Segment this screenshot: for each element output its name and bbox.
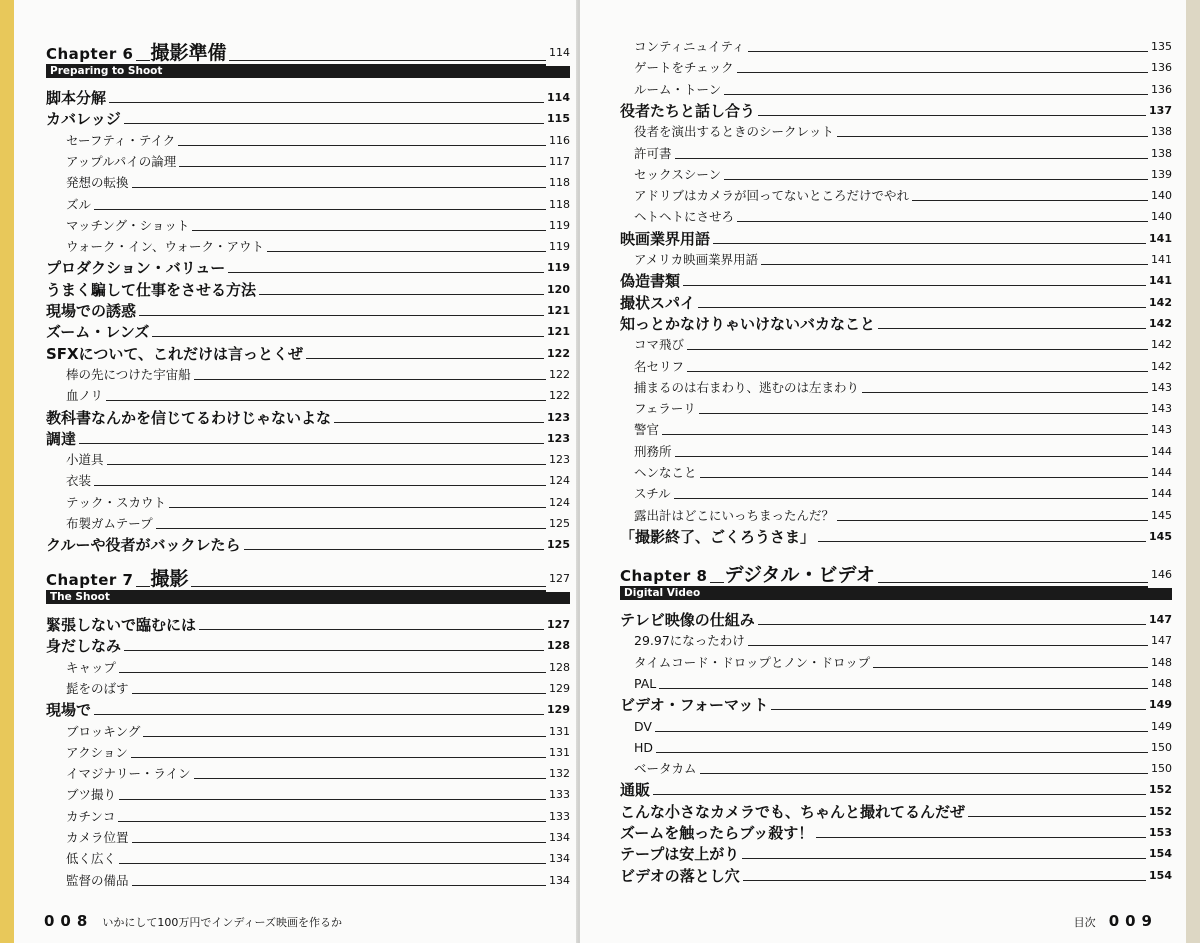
entry-title: 捕まるのは右まわり、逃むのは左まわり: [634, 380, 862, 395]
running-title: いかにして100万円でインディーズ映画を作るか: [102, 916, 342, 929]
toc-entry: [634, 653, 1172, 673]
entry-page: 131: [546, 743, 570, 763]
entry-title: セックスシーン: [634, 167, 724, 182]
entry-page: 141: [1146, 271, 1172, 291]
entry-page: 117: [546, 152, 570, 172]
entry-title: 血ノリ: [66, 388, 106, 403]
entry-page: 134: [546, 871, 570, 891]
entry-title: 撮状スパイ: [620, 294, 698, 312]
entry-title: ヘンなこと: [634, 465, 700, 480]
dot-leader: [66, 450, 570, 470]
entry-page: 119: [546, 216, 570, 236]
dot-leader: [620, 293, 1172, 313]
entry-title: カメラ位置: [66, 830, 132, 845]
toc-entry: [634, 37, 1172, 57]
entry-title: 発想の転換: [66, 175, 132, 190]
entry-title: 偽造書類: [620, 272, 683, 290]
entry-page: 125: [546, 514, 570, 534]
toc-entry: [66, 828, 570, 848]
entry-page: 141: [1146, 229, 1172, 249]
entry-page: 152: [1146, 802, 1172, 822]
entry-title: PAL: [634, 676, 659, 691]
chapter-page: 114: [546, 40, 570, 66]
entry-page: 124: [546, 471, 570, 491]
entry-title: カチンコ: [66, 809, 118, 824]
entry-title: アップルパイの論理: [66, 154, 179, 169]
chapter-heading: [620, 562, 1172, 588]
toc-entry: [66, 216, 570, 236]
dot-leader: [620, 780, 1172, 800]
entry-page: 144: [1148, 463, 1172, 483]
toc-entry: [634, 442, 1172, 462]
entry-page: 131: [546, 722, 570, 742]
entry-page: 143: [1148, 399, 1172, 419]
entry-title: タイムコード・ドロップとノン・ドロップ: [634, 655, 873, 670]
entry-page: 114: [544, 88, 570, 108]
entry-page: 145: [1146, 527, 1172, 547]
entry-page: 116: [546, 131, 570, 151]
entry-page: 123: [544, 429, 570, 449]
toc-entry: [66, 871, 570, 891]
chapter-heading: [46, 566, 570, 592]
toc-entry: [46, 636, 570, 656]
entry-title: カバレッジ: [46, 110, 124, 128]
dot-leader: [634, 463, 1172, 483]
toc-entry: [66, 764, 570, 784]
entry-title: 警官: [634, 422, 662, 437]
entry-title: 衣装: [66, 473, 94, 488]
toc-entry: [46, 322, 570, 342]
entry-page: 128: [544, 636, 570, 656]
entry-page: 142: [1146, 293, 1172, 313]
entry-title: 名セリフ: [634, 359, 687, 374]
entry-page: 139: [1148, 165, 1172, 185]
entry-page: 127: [544, 615, 570, 635]
entry-page: 148: [1148, 674, 1172, 694]
entry-page: 149: [1146, 695, 1172, 715]
entry-page: 119: [544, 258, 570, 278]
toc-entry: [634, 335, 1172, 355]
entry-title: 「撮影終了、ごくろうさま」: [620, 528, 818, 546]
toc-entry: [634, 207, 1172, 227]
entry-title: テープは安上がり: [620, 845, 742, 863]
right-footer: [1070, 910, 1158, 932]
entry-page: 128: [546, 658, 570, 678]
toc-entry: [66, 785, 570, 805]
entry-title: 刑務所: [634, 444, 675, 459]
entry-page: 125: [544, 535, 570, 555]
dot-leader: [634, 759, 1172, 779]
entry-title: 脚本分解: [46, 89, 109, 107]
toc-entry: [66, 743, 570, 763]
dot-leader: [66, 173, 570, 193]
entry-title: ヘトヘトにさせろ: [634, 209, 737, 224]
toc-entry: [66, 807, 570, 827]
toc-entry: [634, 186, 1172, 206]
dot-leader: [634, 335, 1172, 355]
entry-title: セーフティ・テイク: [66, 133, 178, 148]
toc-entry: [634, 484, 1172, 504]
entry-page: 132: [546, 764, 570, 784]
dot-leader: [634, 144, 1172, 164]
dot-leader: [634, 484, 1172, 504]
entry-title: アドリブはカメラが回ってないところだけでやれ: [634, 188, 912, 203]
entry-title: HD: [634, 740, 656, 755]
toc-entry: [46, 700, 570, 720]
toc-entry: [634, 122, 1172, 142]
entry-page: 154: [1146, 844, 1172, 864]
entry-title: 布製ガムテープ: [66, 516, 156, 531]
entry-title: 現場で: [46, 701, 94, 719]
toc-entry: [634, 165, 1172, 185]
entry-page: 122: [546, 365, 570, 385]
dot-leader: [66, 828, 570, 848]
toc-entry: [66, 131, 570, 151]
toc-entry: [66, 450, 570, 470]
entry-title: プロダクション・バリュー: [46, 259, 228, 277]
toc-entry: [46, 429, 570, 449]
entry-title: 低く広く: [66, 851, 119, 866]
entry-page: 123: [544, 408, 570, 428]
left-page: [14, 0, 576, 943]
dot-leader: [46, 636, 570, 656]
entry-title: 身だしなみ: [46, 637, 124, 655]
entry-title: ズル: [66, 197, 94, 212]
entry-page: 137: [1146, 101, 1172, 121]
entry-page: 153: [1146, 823, 1172, 843]
dot-leader: [46, 88, 570, 108]
dot-leader: [46, 109, 570, 129]
toc-entry: [634, 250, 1172, 270]
toc-entry: [46, 408, 570, 428]
dot-leader: [66, 785, 570, 805]
toc-entry: [620, 314, 1172, 334]
toc-entry: [634, 631, 1172, 651]
dot-leader: [634, 738, 1172, 758]
toc-entry: [634, 506, 1172, 526]
toc-entry: [66, 679, 570, 699]
entry-title: ベータカム: [634, 761, 700, 776]
entry-title: 髭をのばす: [66, 681, 132, 696]
left-page-number: 008: [44, 912, 94, 930]
entry-page: 122: [546, 386, 570, 406]
toc-entry: [634, 717, 1172, 737]
entry-title: ゲートをチェック: [634, 60, 737, 75]
dot-leader: [66, 743, 570, 763]
toc-entry: [46, 88, 570, 108]
toc-entry: [620, 844, 1172, 864]
dot-leader: [620, 271, 1172, 291]
entry-title: テレビ映像の仕組み: [620, 611, 758, 629]
entry-title: 役者を演出するときのシークレット: [634, 124, 837, 139]
toc-entry: [634, 144, 1172, 164]
left-footer: [44, 910, 342, 932]
entry-title: 現場での誘惑: [46, 302, 139, 320]
entry-title: 29.97になったわけ: [634, 633, 748, 648]
chapter-number: Chapter 7: [46, 571, 136, 589]
entry-title: スチル: [634, 486, 674, 501]
toc-entry: [620, 823, 1172, 843]
toc-entry: [66, 195, 570, 215]
entry-page: 122: [544, 344, 570, 364]
chapter-number: Chapter 8: [620, 567, 710, 585]
entry-page: 136: [1148, 58, 1172, 78]
chapter-number: Chapter 6: [46, 45, 136, 63]
toc-entry: [66, 173, 570, 193]
toc-entry: [66, 386, 570, 406]
entry-page: 148: [1148, 653, 1172, 673]
toc-entry: [634, 463, 1172, 483]
toc-entry: [634, 420, 1172, 440]
entry-title: 通販: [620, 781, 653, 799]
dot-leader: [634, 674, 1172, 694]
dot-leader: [46, 700, 570, 720]
right-page: [580, 0, 1186, 943]
entry-page: 118: [546, 173, 570, 193]
entry-page: 120: [544, 280, 570, 300]
entry-page: 140: [1148, 207, 1172, 227]
entry-page: 121: [544, 301, 570, 321]
entry-page: 143: [1148, 378, 1172, 398]
dot-leader: [634, 399, 1172, 419]
entry-title: テック・スカウト: [66, 495, 169, 510]
entry-page: 133: [546, 785, 570, 805]
toc-entry: [66, 658, 570, 678]
toc-entry: [66, 493, 570, 513]
entry-title: SFXについて、これだけは言っとくぜ: [46, 345, 306, 363]
entry-title: 映画業界用語: [620, 230, 713, 248]
dot-leader: [634, 442, 1172, 462]
entry-title: 役者たちと話し合う: [620, 102, 758, 120]
entry-page: 154: [1146, 866, 1172, 886]
entry-page: 134: [546, 849, 570, 869]
entry-title: アクション: [66, 745, 131, 760]
entry-page: 119: [546, 237, 570, 257]
toc-entry: [634, 58, 1172, 78]
dot-leader: [66, 195, 570, 215]
entry-page: 135: [1148, 37, 1172, 57]
toc-entry: [620, 610, 1172, 630]
page-edge-right: [1186, 0, 1200, 943]
entry-title: ブロッキング: [66, 724, 143, 739]
toc-entry: [620, 866, 1172, 886]
dot-leader: [66, 807, 570, 827]
entry-title: 教科書なんかを信じてるわけじゃないよな: [46, 409, 334, 427]
toc-entry: [46, 344, 570, 364]
dot-leader: [66, 849, 570, 869]
dot-leader: [66, 471, 570, 491]
entry-title: 露出計はどこにいっちまったんだ？: [634, 508, 837, 523]
entry-title: 許可書: [634, 146, 675, 161]
dot-leader: [66, 679, 570, 699]
entry-page: 142: [1146, 314, 1172, 334]
entry-title: 小道具: [66, 452, 107, 467]
entry-title: クルーや役者がバックレたら: [46, 536, 244, 554]
entry-page: 124: [546, 493, 570, 513]
chapter-page: 127: [546, 566, 570, 592]
entry-page: 133: [546, 807, 570, 827]
entry-page: 144: [1148, 484, 1172, 504]
toc-entry: [66, 237, 570, 257]
entry-title: ズーム・レンズ: [46, 323, 152, 341]
toc-entry: [66, 152, 570, 172]
toc-entry: [634, 759, 1172, 779]
toc-entry: [634, 378, 1172, 398]
chapter-title: 撮影準備: [150, 42, 229, 64]
entry-title: ビデオ・フォーマット: [620, 696, 771, 714]
toc-entry: [66, 722, 570, 742]
toc-entry: [620, 802, 1172, 822]
toc-entry: [620, 527, 1172, 547]
entry-page: 150: [1148, 759, 1172, 779]
entry-title: 知っとかなけりゃいけないバカなこと: [620, 315, 878, 333]
toc-entry: [634, 738, 1172, 758]
dot-leader: [66, 871, 570, 891]
toc-entry: [46, 615, 570, 635]
entry-page: 147: [1148, 631, 1172, 651]
entry-title: マッチング・ショット: [66, 218, 192, 233]
entry-page: 142: [1148, 335, 1172, 355]
entry-title: ブツ撮り: [66, 787, 119, 802]
toc-entry: [620, 101, 1172, 121]
entry-page: 123: [546, 450, 570, 470]
toc-entry: [634, 80, 1172, 100]
toc-entry: [46, 109, 570, 129]
toc-entry: [620, 293, 1172, 313]
entry-page: 143: [1148, 420, 1172, 440]
entry-title: こんな小さなカメラでも、ちゃんと撮れてるんだぜ: [620, 803, 968, 821]
entry-title: 緊張しないで臨むには: [46, 616, 199, 634]
entry-page: 145: [1148, 506, 1172, 526]
entry-page: 138: [1148, 144, 1172, 164]
toc-entry: [46, 280, 570, 300]
entry-title: ウォーク・イン、ウォーク・アウト: [66, 239, 267, 254]
entry-title: うまく騙して仕事をさせる方法: [46, 281, 259, 299]
dot-leader: [66, 386, 570, 406]
right-page-number: 009: [1108, 912, 1158, 930]
dot-leader: [66, 658, 570, 678]
entry-title: イマジナリー・ライン: [66, 766, 194, 781]
entry-title: 監督の備品: [66, 873, 132, 888]
toc-entry: [634, 357, 1172, 377]
toc-entry: [46, 535, 570, 555]
entry-page: 152: [1146, 780, 1172, 800]
entry-page: 115: [544, 109, 570, 129]
entry-title: コマ飛び: [634, 337, 687, 352]
entry-page: 141: [1148, 250, 1172, 270]
dot-leader: [46, 429, 570, 449]
entry-page: 129: [546, 679, 570, 699]
chapter-page: 146: [1148, 562, 1172, 588]
dot-leader: [634, 357, 1172, 377]
entry-title: アメリカ映画業界用語: [634, 252, 761, 267]
toc-entry: [66, 514, 570, 534]
toc-entry: [66, 365, 570, 385]
entry-page: 138: [1148, 122, 1172, 142]
entry-title: 調達: [46, 430, 79, 448]
toc-entry: [46, 258, 570, 278]
toc-entry: [46, 301, 570, 321]
dot-leader: [634, 420, 1172, 440]
page-edge-left: [0, 0, 14, 943]
entry-title: 棒の先につけた宇宙船: [66, 367, 194, 382]
entry-page: 136: [1148, 80, 1172, 100]
entry-page: 149: [1148, 717, 1172, 737]
chapter-heading: [46, 40, 570, 66]
entry-page: 121: [544, 322, 570, 342]
entry-page: 118: [546, 195, 570, 215]
chapter-subtitle-band: The Shoot: [46, 590, 570, 604]
chapter-title: 撮影: [150, 568, 191, 590]
toc-entry: [620, 780, 1172, 800]
section-label: 目次: [1073, 916, 1096, 929]
entry-page: 140: [1148, 186, 1172, 206]
chapter-subtitle-band: Preparing to Shoot: [46, 64, 570, 78]
toc-entry: [620, 695, 1172, 715]
entry-page: 142: [1148, 357, 1172, 377]
toc-entry: [634, 674, 1172, 694]
toc-entry: [634, 399, 1172, 419]
dot-leader: [634, 717, 1172, 737]
entry-page: 134: [546, 828, 570, 848]
entry-page: 144: [1148, 442, 1172, 462]
entry-page: 147: [1146, 610, 1172, 630]
entry-title: コンティニュイティ: [634, 39, 748, 54]
entry-page: 150: [1148, 738, 1172, 758]
entry-title: フェラーリ: [634, 401, 699, 416]
entry-page: 129: [544, 700, 570, 720]
toc-entry: [620, 271, 1172, 291]
chapter-title: デジタル・ビデオ: [724, 564, 877, 586]
entry-title: ルーム・トーン: [634, 82, 724, 97]
entry-title: ビデオの落とし穴: [620, 867, 743, 885]
chapter-subtitle-band: Digital Video: [620, 586, 1172, 600]
entry-title: キャップ: [66, 660, 119, 675]
toc-entry: [66, 849, 570, 869]
toc-entry: [620, 229, 1172, 249]
entry-title: ズームを触ったらブッ殺す！: [620, 824, 816, 842]
toc-entry: [66, 471, 570, 491]
entry-title: DV: [634, 719, 655, 734]
